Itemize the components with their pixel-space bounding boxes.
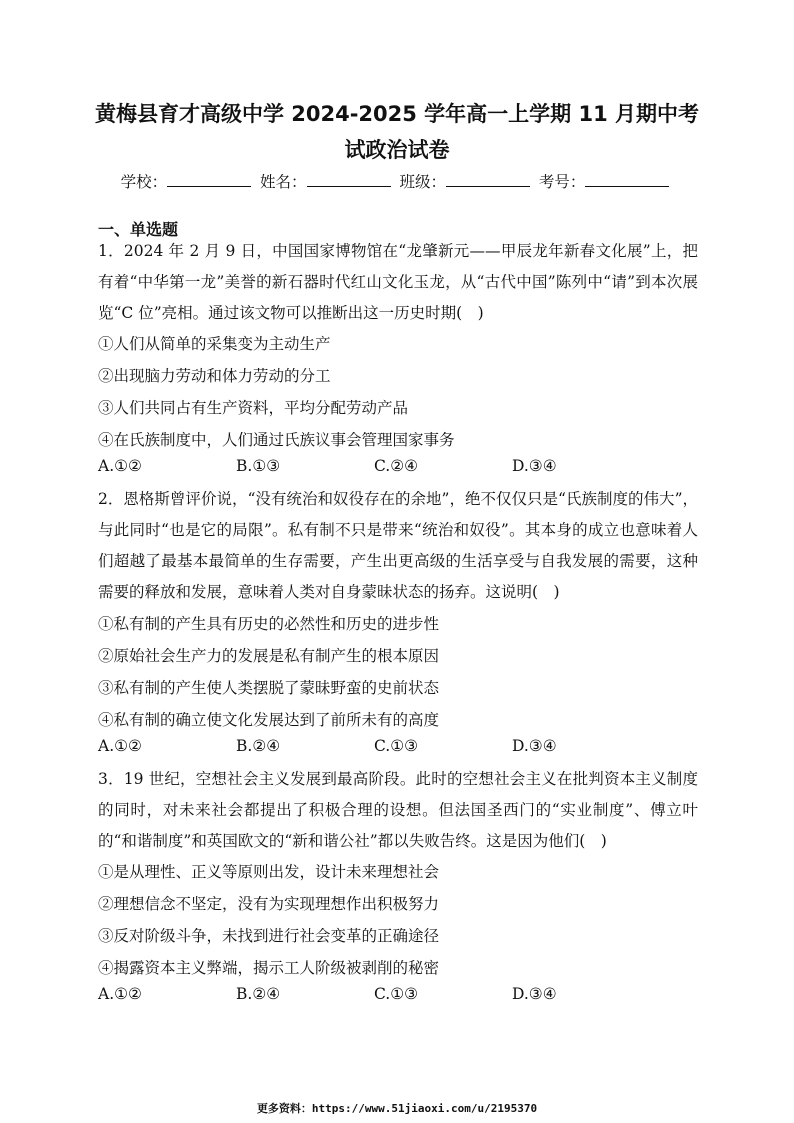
question-3-option-c[interactable]: C.①③: [374, 985, 419, 1003]
question-2-stem: 2．恩格斯曾评价说，“没有统治和奴役存在的余地”，绝不仅仅只是“氏族制度的伟大”，与此同时“也是它的局限”。私有制不只是带来“统治和奴役”。其本身的成立也意味着人们超越了最基本最简单的生存需要，产生出更高级的生活享受与自我发展的需要，这种需要的释放和发展，意味着人类对自身蒙昧状态的扬弃。这说明( ): [98, 490, 698, 601]
school-label: 学校：: [120, 173, 168, 191]
exam-number-blank: [585, 172, 669, 187]
student-info-row: [0, 170, 794, 192]
question-1-options: [98, 457, 658, 481]
question-2-options: [98, 737, 658, 761]
question-1-statement-3: ③人们共同占有生产资料，平均分配劳动产品: [98, 399, 409, 417]
question-2-statement-2: ②原始社会生产力的发展是私有制产生的根本原因: [98, 647, 440, 665]
question-3-statement-1: ①是从理性、正义等原则出发，设计未来理想社会: [98, 863, 440, 881]
page-title: 黄梅县育才高级中学 2024-2025 学年高一上学期 11 月期中考试政治试卷: [94, 102, 700, 162]
footer-link[interactable]: 更多资料：https://www.51jiaoxi.com/u/2195370: [256, 1102, 538, 1115]
name-label: 姓名：: [260, 173, 307, 191]
question-2-option-c[interactable]: C.①③: [374, 737, 419, 755]
question-3-statement-2: ②理想信念不坚定，没有为实现理想作出积极努力: [98, 895, 440, 913]
question-1-stem: 1．2024 年 2 月 9 日，中国国家博物馆在“龙肇新元——甲辰龙年新春文化展”上，把有着“中华第一龙”美誉的新石器时代红山文化玉龙，从“古代中国”陈列中“请”到本次展览“C 位”亮相。通过该文物可以推断出这一历史时期( ): [98, 242, 698, 322]
name-blank: [307, 172, 391, 187]
class-label: 班级：: [399, 173, 446, 191]
question-3-option-b[interactable]: B.②④: [236, 985, 281, 1003]
question-2-option-d[interactable]: D.③④: [512, 737, 557, 755]
question-3-option-d[interactable]: D.③④: [512, 985, 557, 1003]
question-1-option-d[interactable]: D.③④: [512, 457, 557, 475]
question-2-statement-4: ④私有制的确立使文化发展达到了前所未有的高度: [98, 711, 440, 729]
section-heading: 一、单选题: [98, 220, 179, 239]
question-2-option-b[interactable]: B.②④: [236, 737, 281, 755]
question-1-option-c[interactable]: C.②④: [374, 457, 419, 475]
question-1-statement-4: ④在氏族制度中，人们通过氏族议事会管理国家事务: [98, 431, 455, 449]
question-2-option-a[interactable]: A.①②: [98, 737, 142, 755]
question-3-options: [98, 985, 658, 1009]
question-3-statement-4: ④揭露资本主义弊端，揭示工人阶级被剥削的秘密: [98, 959, 440, 977]
question-2-statement-3: ③私有制的产生使人类摆脱了蒙昧野蛮的史前状态: [98, 679, 440, 697]
question-1-option-b[interactable]: B.①③: [236, 457, 281, 475]
question-3-stem: 3．19 世纪，空想社会主义发展到最高阶段。此时的空想社会主义在批判资本主义制度的同时，对未来社会都提出了积极合理的设想。但法国圣西门的“实业制度”、傅立叶的“和谐制度”和英国欧文的“新和谐公社”都以失败告终。这是因为他们( ): [98, 770, 698, 850]
class-blank: [446, 172, 530, 187]
question-1-statement-1: ①人们从简单的采集变为主动生产: [98, 335, 331, 353]
question-3-statement-3: ③反对阶级斗争，未找到进行社会变革的正确途径: [98, 927, 440, 945]
exam-number-label: 考号：: [538, 173, 586, 191]
question-2-statement-1: ①私有制的产生具有历史的必然性和历史的进步性: [98, 615, 440, 633]
question-1-statement-2: ②出现脑力劳动和体力劳动的分工: [98, 367, 331, 385]
school-blank: [167, 172, 251, 187]
question-3-option-a[interactable]: A.①②: [98, 985, 142, 1003]
question-1-option-a[interactable]: A.①②: [98, 457, 142, 475]
